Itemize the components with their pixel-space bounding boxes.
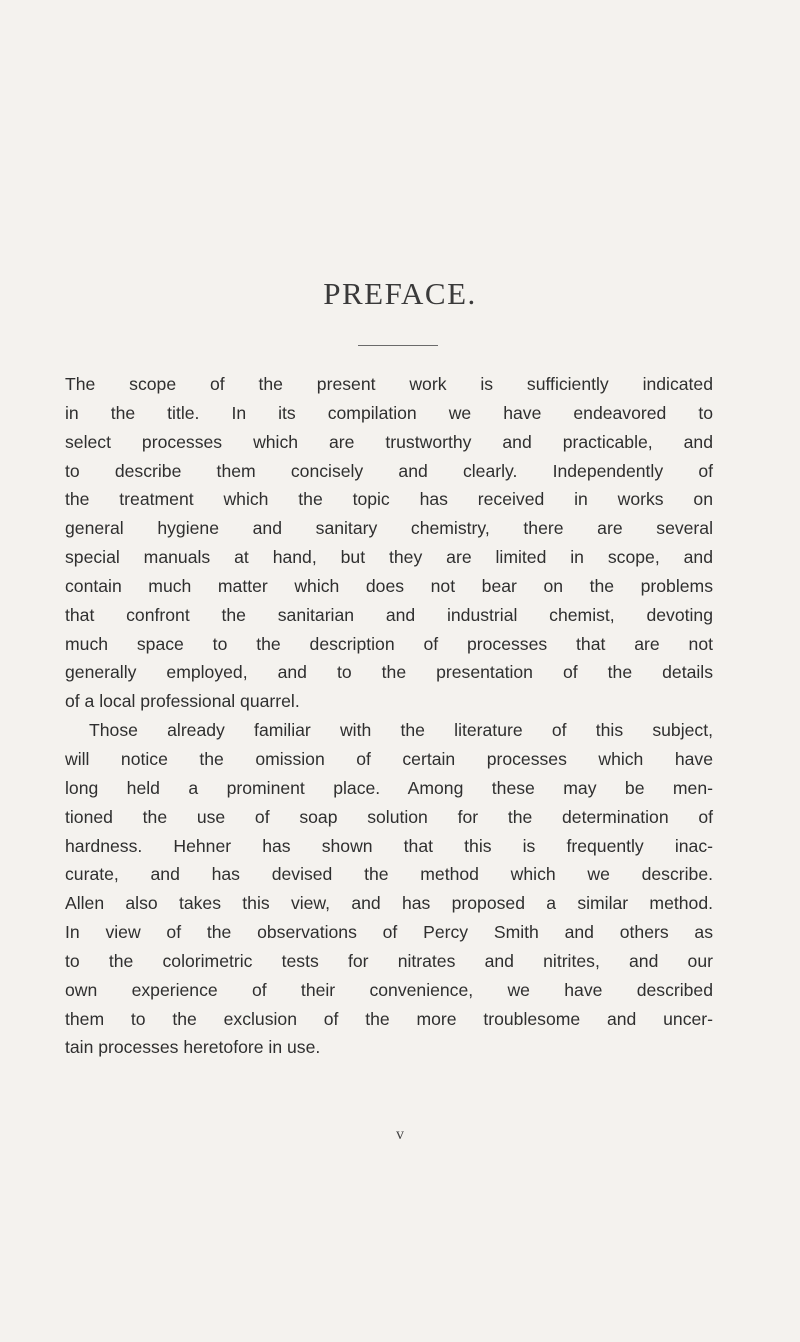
text-line: own experience of their convenience, we have described	[65, 979, 713, 1000]
text-line: long held a prominent place. Among these may be men-	[65, 777, 713, 798]
text-line: general hygiene and sanitary chemistry, there are several	[65, 518, 713, 539]
text-line: will notice the omission of certain processes which have	[65, 748, 713, 769]
text-line: generally employed, and to the presentation of the details	[65, 662, 713, 683]
text-line: select processes which are trustworthy and practicable, and	[65, 431, 713, 452]
text-line: tioned the use of soap solution for the determination of	[65, 806, 713, 827]
text-line: Those already familiar with the literature of this subject,	[89, 720, 713, 741]
text-line: The scope of the present work is sufficiently indicated	[65, 374, 713, 394]
text-line: tain processes heretofore in use.	[65, 1037, 321, 1058]
preface-body	[65, 370, 713, 1062]
text-line: special manuals at hand, but they are limited in scope, and	[65, 547, 713, 568]
text-line: that confront the sanitarian and industrial chemist, devoting	[65, 604, 713, 625]
title-rule	[358, 345, 438, 346]
paragraph-1	[65, 370, 713, 716]
text-line: In view of the observations of Percy Smith and others as	[65, 922, 713, 943]
page-number: v	[396, 1126, 404, 1143]
paragraph-2	[65, 716, 713, 1062]
text-line: them to the exclusion of the more troublesome and uncer-	[65, 1008, 713, 1029]
text-line: hardness. Hehner has shown that this is frequently inac-	[65, 835, 713, 856]
text-line: the treatment which the topic has received in works on	[65, 489, 713, 510]
text-line: in the title. In its compilation we have endeavored to	[65, 402, 713, 423]
page-title: PREFACE.	[323, 276, 477, 311]
text-line: of a local professional quarrel.	[65, 691, 300, 712]
text-line: curate, and has devised the method which we describe.	[65, 864, 713, 885]
text-line: to the colorimetric tests for nitrates and nitrites, and our	[65, 950, 713, 971]
text-line: to describe them concisely and clearly. Independently of	[65, 460, 713, 481]
text-line: contain much matter which does not bear on the problems	[65, 575, 713, 596]
text-line: much space to the description of processes that are not	[65, 633, 713, 654]
text-line: Allen also takes this view, and has proposed a similar method.	[65, 893, 713, 914]
